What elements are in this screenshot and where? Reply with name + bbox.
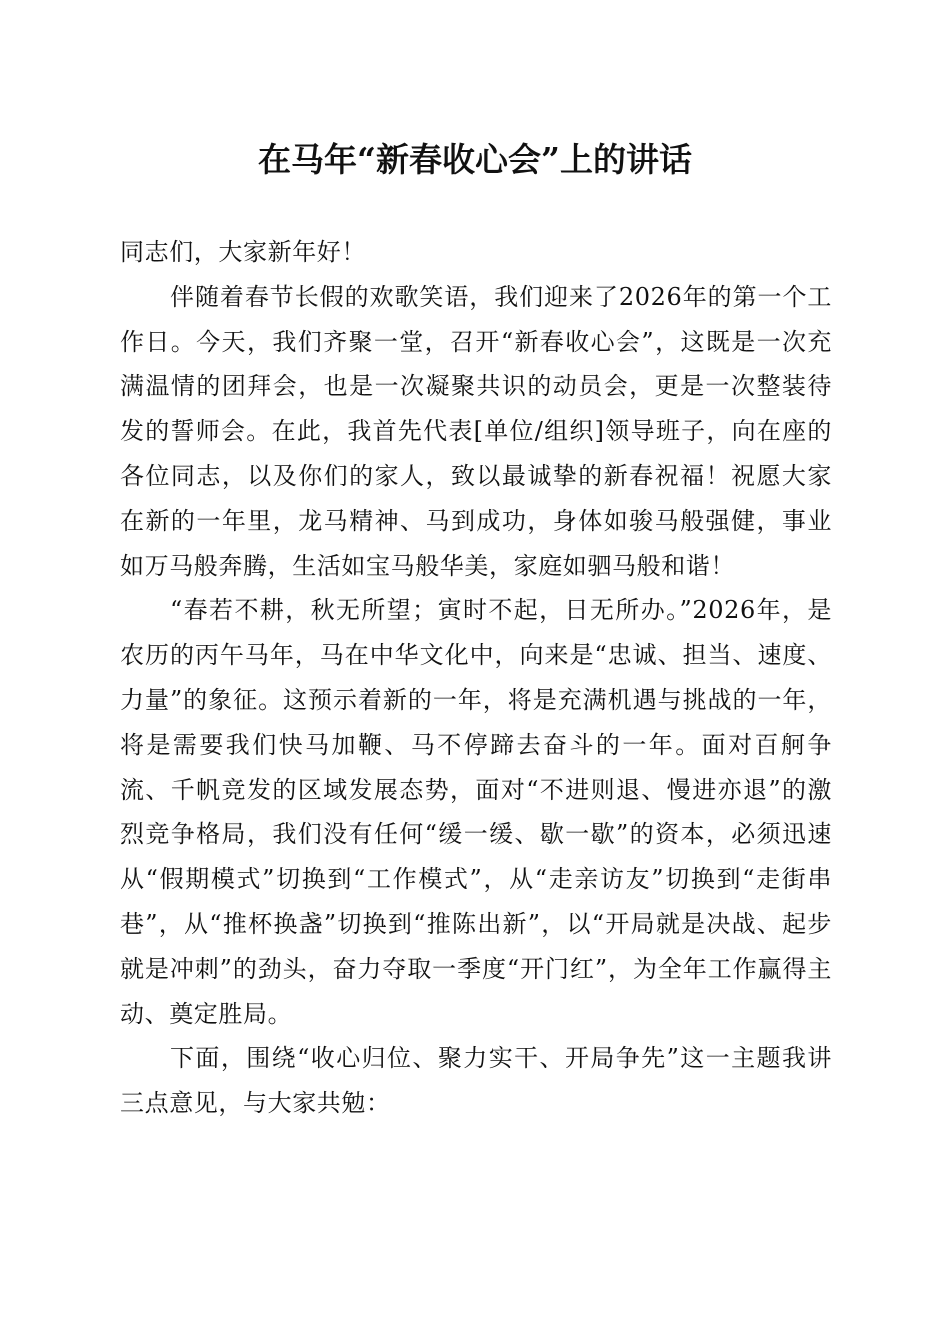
paragraph-3: 下面，围绕“收心归位、聚力实干、开局争先”这一主题我讲三点意见，与大家共勉： <box>120 1044 832 1118</box>
paragraph-1: 伴随着春节长假的欢歌笑语，我们迎来了2026年的第一个工作日。今天，我们齐聚一堂，召开“新春收心会”，这既是一次充满温情的团拜会，也是一次凝聚共识的动员会，更是一次整装待发的誓师会。在此，我首先代表[单位/组织]领导班子，向在座的各位同志，以及你们的家人，致以最诚挚的新春祝福！祝愿大家在新的一年里，龙马精神、马到成功，身体如骏马般强健，事业如万马般奔腾，生活如宝马般华美，家庭如驷马般和谐！ <box>120 282 832 580</box>
document-body <box>120 230 832 1126</box>
greeting: 同志们，大家新年好！ <box>120 238 366 266</box>
paragraph-2: “春若不耕，秋无所望；寅时不起，日无所办。”2026年，是农历的丙午马年，马在中华文化中，向来是“忠诚、担当、速度、力量”的象征。这预示着新的一年，将是充满机遇与挑战的一年，将是需要我们快马加鞭、马不停蹄去奋斗的一年。面对百舸争流、千帆竞发的区域发展态势，面对“不进则退、慢进亦退”的激烈竞争格局，我们没有任何“缓一缓、歇一歇”的资本，必须迅速从“假期模式”切换到“工作模式”，从“走亲访友”切换到“走街串巷”，从“推杯换盏”切换到“推陈出新”，以“开局就是决战、起步就是冲刺”的劲头，奋力夺取一季度“开门红”，为全年工作赢得主动、奠定胜局。 <box>120 596 832 1028</box>
document-title: 在马年“新春收心会”上的讲话 <box>258 140 692 179</box>
